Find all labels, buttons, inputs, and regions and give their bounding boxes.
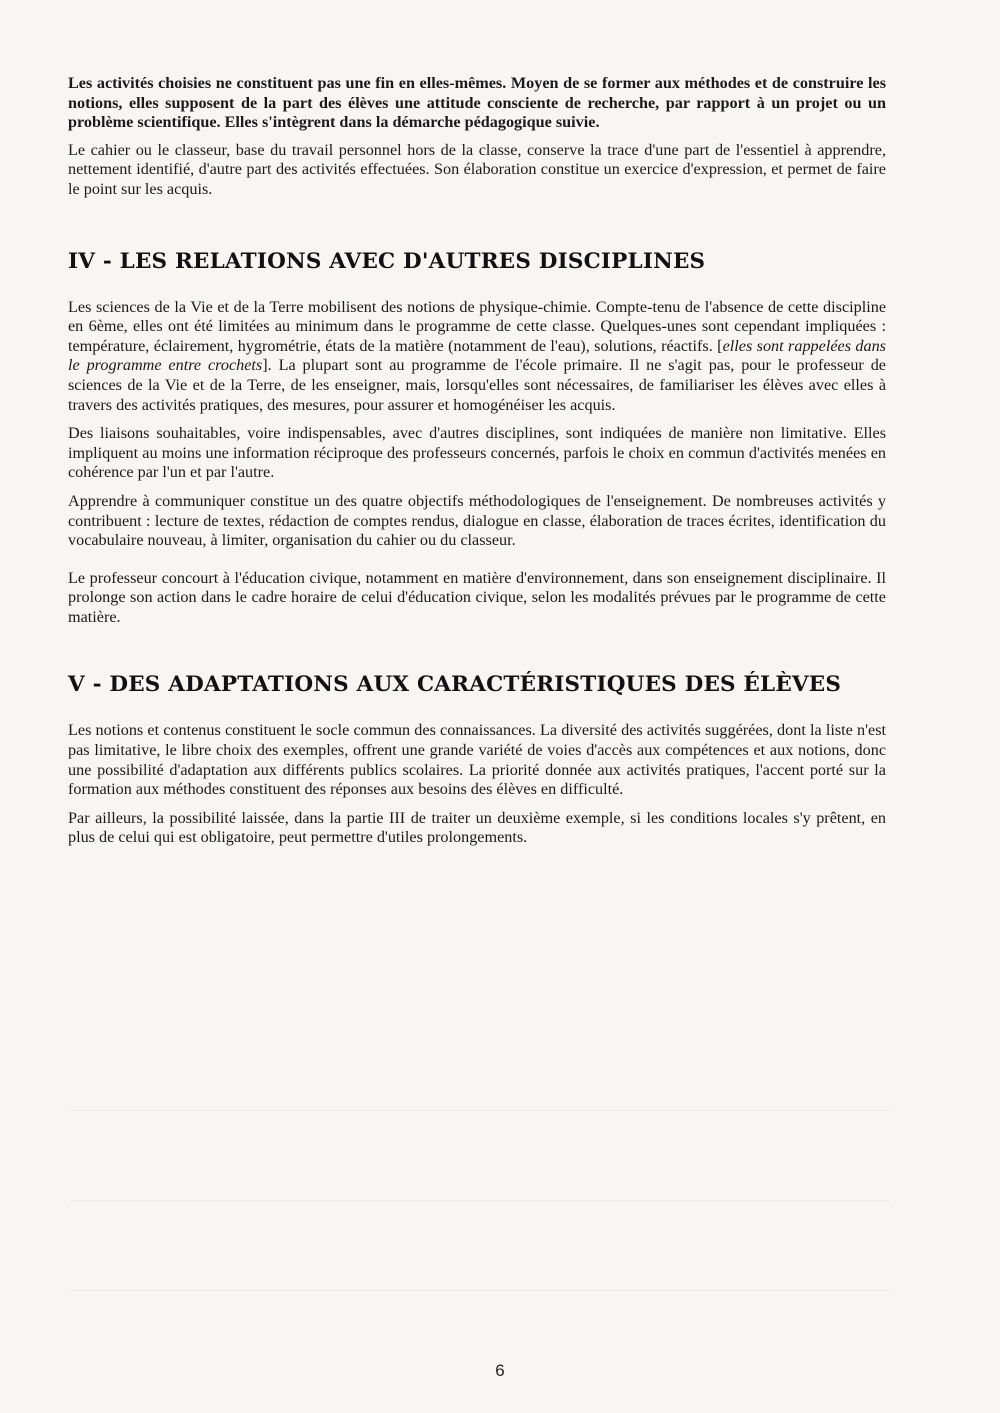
section-iv-p1-text-end: ]. La plupart sont au programme de l'école primaire. Il ne s'agit pas, pour le professeur de sciences de la Vie et de la Terre, de les enseigner, mais, lorsqu'elles sont nécessaires, de familiariser les élèves avec elles à travers des activités pratiques, des mesures, pour assurer et homogénéiser les acquis.	[68, 356, 886, 414]
document-body	[68, 74, 886, 848]
show-through-line	[70, 1110, 890, 1111]
section-iv-paragraph-communicate: Apprendre à communiquer constitue un des quatre objectifs méthodologiques de l'enseignement. De nombreuses activités y contribuent : lecture de textes, rédaction de comptes rendus, dialogue en classe, élaboration de traces écrites, identification du vocabulaire nouveau, à limiter, organisation du cahier ou du classeur.	[68, 491, 886, 550]
section-iv-paragraph-liaisons: Des liaisons souhaitables, voire indispensables, avec d'autres disciplines, sont indiquées de manière non limitative. Elles impliquent au moins une information réciproque des professeurs concernés, parfois le choix en commun d'activités menées en cohérence par l'un et par l'autre.	[68, 424, 886, 482]
section-v-heading: V - DES ADAPTATIONS AUX CARACTÉRISTIQUES DES ÉLÈVES	[68, 672, 842, 698]
intro-paragraph-activities: Les activités choisies ne constituent pas une fin en elles-mêmes. Moyen de se former aux méthodes et de construire les notions, elles supposent de la part des élèves une attitude consciente de recherche, par rapport à un projet ou un problème scientifique. Elles s'intègrent dans la démarche pédagogique suivie.	[68, 74, 886, 132]
page-number: 6	[495, 1361, 505, 1380]
section-iv-p1-text: Les sciences de la Vie et de la Terre mobilisent des notions de physique-chimie. Compte-tenu de l'absence de cette discipline en 6ème, elles ont été limitées au minimum dans le programme de cette classe. Quelques-unes sont cependant impliquées : température, éclairement, hygrométrie, états de la matière (notamment de l'eau), solutions, réactifs. [	[68, 297, 886, 355]
section-iv-paragraph-civics: Le professeur concourt à l'éducation civique, notamment en matière d'environnement, dans son enseignement disciplinaire. Il prolonge son action dans le cadre horaire de celui d'éducation civique, selon les modalités prévues par le programme de cette matière.	[68, 568, 886, 626]
section-v-paragraph-notions: Les notions et contenus constituent le socle commun des connaissances. La diversité des activités suggérées, dont la liste n'est pas limitative, le libre choix des exemples, offrent une grande variété de voies d'accès aux compétences et aux notions, donc une possibilité d'adaptation aux différents publics scolaires. La priorité donnée aux activités pratiques, l'accent porté sur la formation aux méthodes constituent des réponses aux besoins des élèves en difficulté.	[68, 721, 886, 799]
section-v-paragraph-extension: Par ailleurs, la possibilité laissée, dans la partie III de traiter un deuxième exemple, si les conditions locales s'y prêtent, en plus de celui qui est obligatoire, peut permettre d'utiles prolongements.	[68, 808, 886, 847]
show-through-line	[70, 1200, 890, 1201]
show-through-line	[70, 1290, 890, 1291]
section-iv-paragraph-physics	[68, 298, 886, 416]
section-iv-p1-italic: elles sont rappelées dans le programme entre crochets	[68, 336, 886, 375]
section-iv-heading: IV - LES RELATIONS AVEC D'AUTRES DISCIPLINES	[68, 248, 706, 274]
intro-paragraph-notebook: Le cahier ou le classeur, base du travail personnel hors de la classe, conserve la trace d'une part de l'essentiel à apprendre, nettement identifié, d'autre part des activités effectuées. Son élaboration constitue un exercice d'expression, et permet de faire le point sur les acquis.	[68, 140, 886, 198]
